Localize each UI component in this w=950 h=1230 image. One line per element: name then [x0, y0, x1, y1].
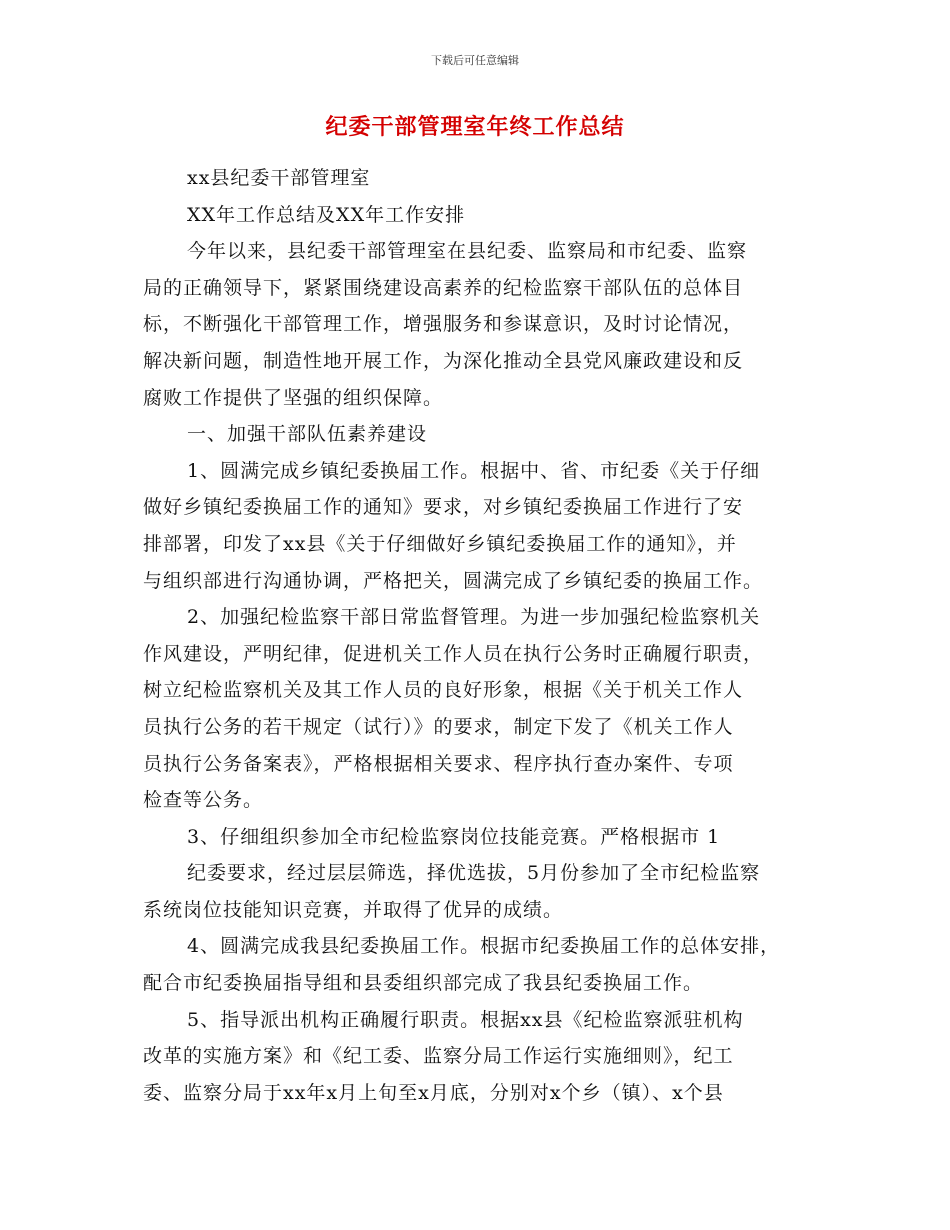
text-line: 今年以来，县纪委干部管理室在县纪委、监察局和市纪委、监察 — [187, 240, 748, 263]
text-line: 3、仔细组织参加全市纪检监察岗位技能竞赛。严格根据市 1 — [187, 825, 721, 848]
text-line: XX年工作总结及XX年工作安排 — [187, 203, 466, 226]
text-line: 树立纪检监察机关及其工作人员的良好形象，根据《关于机关工作人 — [143, 679, 744, 702]
text-line: xx县纪委干部管理室 — [187, 167, 371, 189]
text-line: 作风建设，严明纪律，促进机关工作人员在执行公务时正确履行职责， — [143, 642, 764, 665]
text-line: 委、监察分局于xx年x月上旬至x月底，分别对x个乡（镇）、x个县 — [143, 1081, 724, 1104]
document-body — [143, 160, 823, 1111]
text-line: 与组织部进行沟通协调，严格把关，圆满完成了乡镇纪委的换届工作。 — [143, 569, 764, 592]
text-line: 纪委要求，经过层层筛选，择优选拔，5月份参加了全市纪检监察 — [187, 862, 761, 885]
page-header-note: 下载后可任意编辑 — [431, 54, 519, 67]
text-line: 解决新问题，制造性地开展工作，为深化推动全县党风廉政建设和反 — [143, 349, 744, 372]
text-line: 员执行公务备案表》，严格根据相关要求、程序执行查办案件、专项 — [143, 752, 734, 775]
document-title: 纪委干部管理室年终工作总结 — [325, 114, 625, 140]
text-line: 改革的实施方案》和《纪工委、监察分局工作运行实施细则》，纪工 — [143, 1045, 734, 1068]
text-line: 员执行公务的若干规定（试行）》的要求，制定下发了《机关工作人 — [143, 715, 734, 738]
text-line: 4、圆满完成我县纪委换届工作。根据市纪委换届工作的总体安排， — [187, 935, 781, 958]
text-line: 系统岗位技能知识竞赛，并取得了优异的成绩。 — [143, 898, 564, 921]
text-line: 配合市纪委换届指导组和县委组织部完成了我县纪委换届工作。 — [143, 972, 704, 995]
text-line: 5、指导派出机构正确履行职责。根据xx县《纪检监察派驻机构 — [187, 1008, 744, 1031]
text-line: 检查等公务。 — [143, 789, 264, 812]
text-line: 一、加强干部队伍素养建设 — [187, 423, 428, 446]
text-line: 2、加强纪检监察干部日常监督管理。为进一步加强纪检监察机关 — [187, 606, 761, 629]
text-line: 腐败工作提供了坚强的组织保障。 — [143, 386, 444, 409]
text-line: 1、圆满完成乡镇纪委换届工作。根据中、省、市纪委《关于仔细 — [187, 459, 761, 482]
text-line: 排部署，印发了xx县《关于仔细做好乡镇纪委换届工作的通知》，并 — [143, 532, 737, 555]
text-line: 局的正确领导下，紧紧围绕建设高素养的纪检监察干部队伍的总体目 — [143, 276, 744, 299]
text-line: 标，不断强化干部管理工作，增强服务和参谋意识，及时讨论情况， — [143, 313, 744, 336]
text-line: 做好乡镇纪委换届工作的通知》要求，对乡镇纪委换届工作进行了安 — [143, 496, 744, 519]
